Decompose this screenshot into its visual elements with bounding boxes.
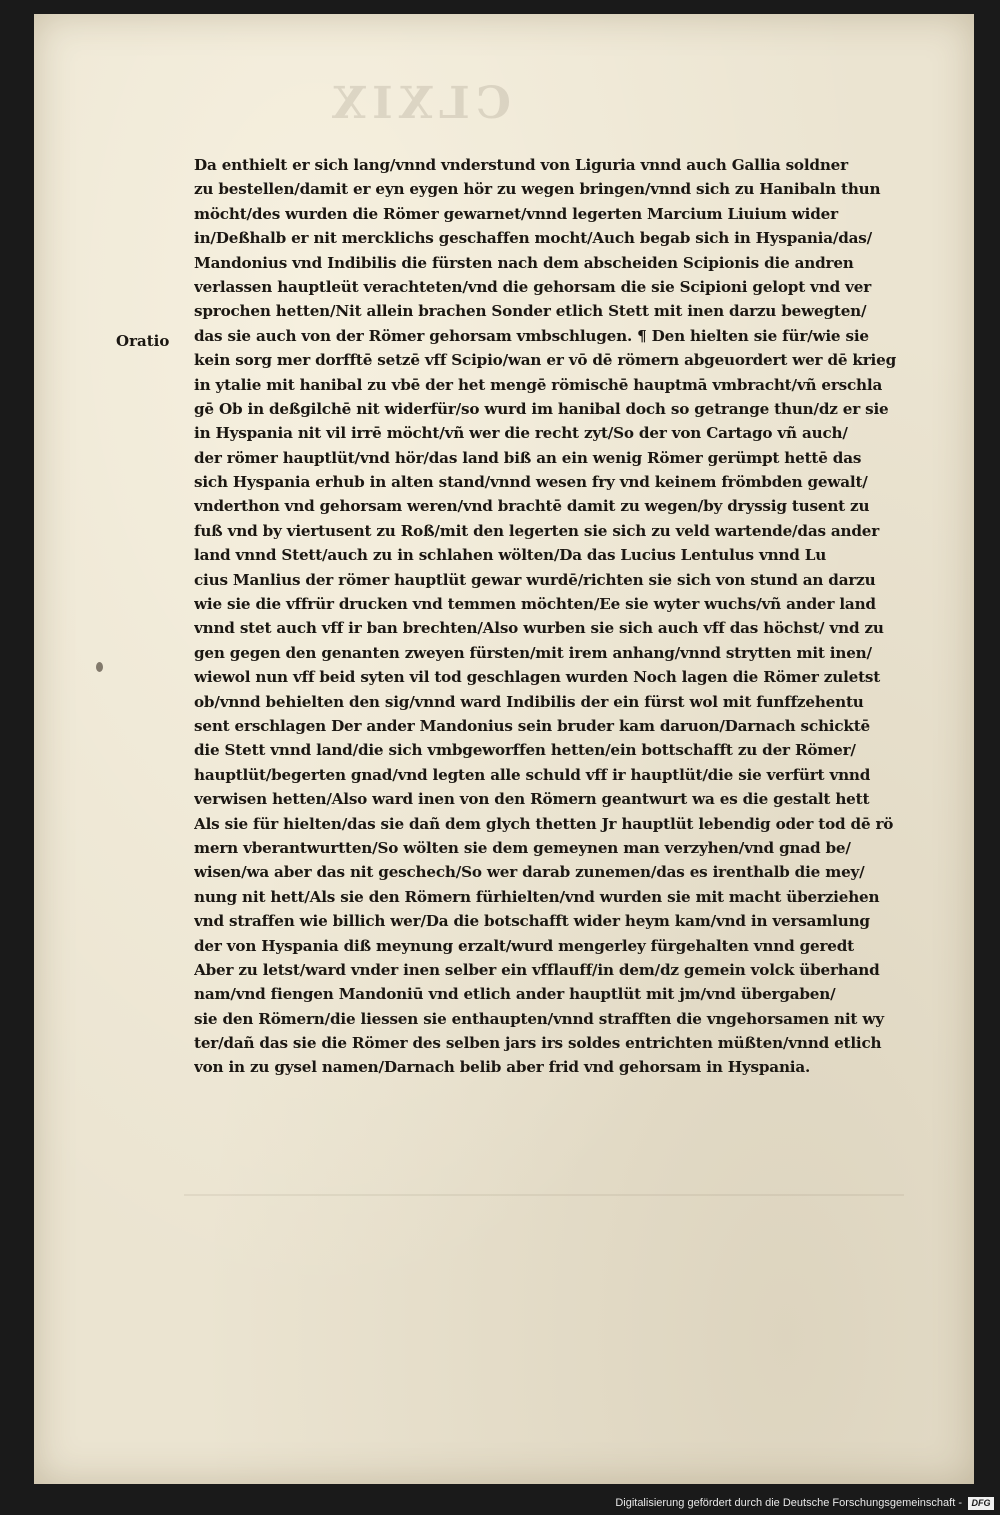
text-line: Aber zu letst/ward vnder inen selber ein vfflauff/in dem/dz gemein volck überhand [194,960,880,979]
bleed-through-box [184,1194,904,1396]
book-page [34,14,974,1484]
text-line: Da enthielt er sich lang/vnnd vnderstund von Liguria vnnd auch Gallia soldner [194,156,848,174]
text-line: der römer hauptlüt/vnd hör/das land biß an ein wenig Römer gerümpt hettē das [194,448,862,467]
text-line: wisen/wa aber das nit geschech/So wer darab zunemen/das es irenthalb die mey/ [194,863,865,882]
text-line: das sie auch von der Römer gehorsam vmbschlugen. ¶ Den hielten sie für/wie sie [194,326,869,345]
footer-bar [0,1493,1000,1515]
text-line: in Hyspania nit vil irrē möcht/vñ wer die recht zyt/So der von Cartago vñ auch/ [194,424,848,443]
text-line: Als sie für hielten/das sie dañ dem glych thetten Jr hauptlüt lebendig oder tod dē rö [194,814,894,833]
main-text-block [194,153,954,1080]
text-line: verwisen hetten/Also ward inen von den Römern geantwurt wa es die gestalt hett [194,790,870,809]
text-line: cius Manlius der römer hauptlüt gewar wurdē/richten sie sich von stund an darzu [194,570,876,589]
text-line: die Stett vnnd land/die sich vmbgeworffen hetten/ein bottschafft zu der Römer/ [194,741,856,760]
text-line: kein sorg mer dorfftē setzē vff Scipio/wan er vō dē römern abgeuordert wer dē krieg [194,351,896,370]
text-line: in/Deßhalb er nit mercklichs geschaffen mocht/Auch begab sich in Hyspania/das/ [194,229,872,248]
text-line: von in zu gysel namen/Darnach belib aber frid vnd gehorsam in Hyspania. [194,1058,811,1077]
footer-credit: Digitalisierung gefördert durch die Deutsche Forschungsgemeinschaft - [615,1497,962,1509]
text-line: ob/vnnd behielten den sig/vnnd ward Indibilis der ein fürst wol mit funffzehentu [194,692,864,711]
text-line: nam/vnd fiengen Mandoniū vnd etlich ander hauptlüt mit jm/vnd übergaben/ [194,985,836,1004]
text-line: Mandonius vnd Indibilis die fürsten nach dem abscheiden Scipionis die andren [194,253,854,272]
text-line: sprochen hetten/Nit allein brachen Sonder etlich Stett mit inen darzu bewegten/ [194,302,867,321]
text-line: nung nit hett/Als sie den Römern fürhielten/vnd wurden sie mit macht überziehen [194,887,880,906]
text-line: sie den Römern/die liessen sie enthaupten/vnnd strafften die vngehorsamen nit wy [194,1009,884,1028]
text-line: ter/dañ das sie die Römer des selben jars irs soldes entrichten müßten/vnnd etlich [194,1034,882,1053]
text-line: mern vberantwurtten/So wölten sie dem gemeynen man verzyhen/vnd gnad be/ [194,838,851,857]
text-line: wiewol nun vff beid syten vil tod geschlagen wurden Noch lagen die Römer zuletst [194,668,881,687]
text-line: sich Hyspania erhub in alten stand/vnnd wesen fry vnd keinem frömbden gewalt/ [194,473,868,492]
text-line: möcht/des wurden die Römer gewarnet/vnnd legerten Marcium Liuium wider [194,204,838,223]
text-line: sent erschlagen Der ander Mandonius sein bruder kam daruon/Darnach schicktē [194,716,871,735]
text-line: fuß vnd by viertusent zu Roß/mit den legerten sie sich zu veld wartende/das ander [194,521,880,540]
text-line: in ytalie mit hanibal zu vbē der het mengē römischē hauptmā vmbracht/vñ erschla [194,375,883,394]
ink-spot [96,662,103,672]
text-line: der von Hyspania diß meynung erzalt/wurd mengerley fürgehalten vnnd geredt [194,936,854,955]
text-line: land vnnd Stett/auch zu in schlahen wölten/Da das Lucius Lentulus vnnd Lu [194,546,827,565]
text-line: vnnd stet auch vff ir ban brechten/Also wurben sie sich auch vff das höchst/ vnd zu [194,619,884,638]
marginal-note: Oratio [116,332,170,350]
folio-bleed-through: CLXIX [326,78,511,129]
text-line: zu bestellen/damit er eyn eygen hör zu wegen bringen/vnnd sich zu Hanibaln thun [194,180,881,199]
text-line: vnd straffen wie billich wer/Da die botschafft wider heym kam/vnd in versamlung [194,912,870,931]
text-line: wie sie die vffrür drucken vnd temmen möchten/Ee sie wyter wuchs/vñ ander land [194,595,876,614]
dfg-logo: DFG [968,1497,994,1510]
text-line: hauptlüt/begerten gnad/vnd legten alle schuld vff ir hauptlüt/die sie verfürt vnnd [194,765,871,784]
text-line: verlassen hauptleüt verachteten/vnd die gehorsam die sie Scipioni gelopt vnd ver [194,277,871,296]
text-line: vnderthon vnd gehorsam weren/vnd brachtē damit zu wegen/by dryssig tusent zu [194,497,870,516]
text-line: gen gegen den genanten zweyen fürsten/mit irem anhang/vnnd strytten mit inen/ [194,643,872,662]
text-line: gē Ob in deßgilchē nit widerfür/so wurd im hanibal doch so getrange thun/dz er sie [194,399,889,418]
